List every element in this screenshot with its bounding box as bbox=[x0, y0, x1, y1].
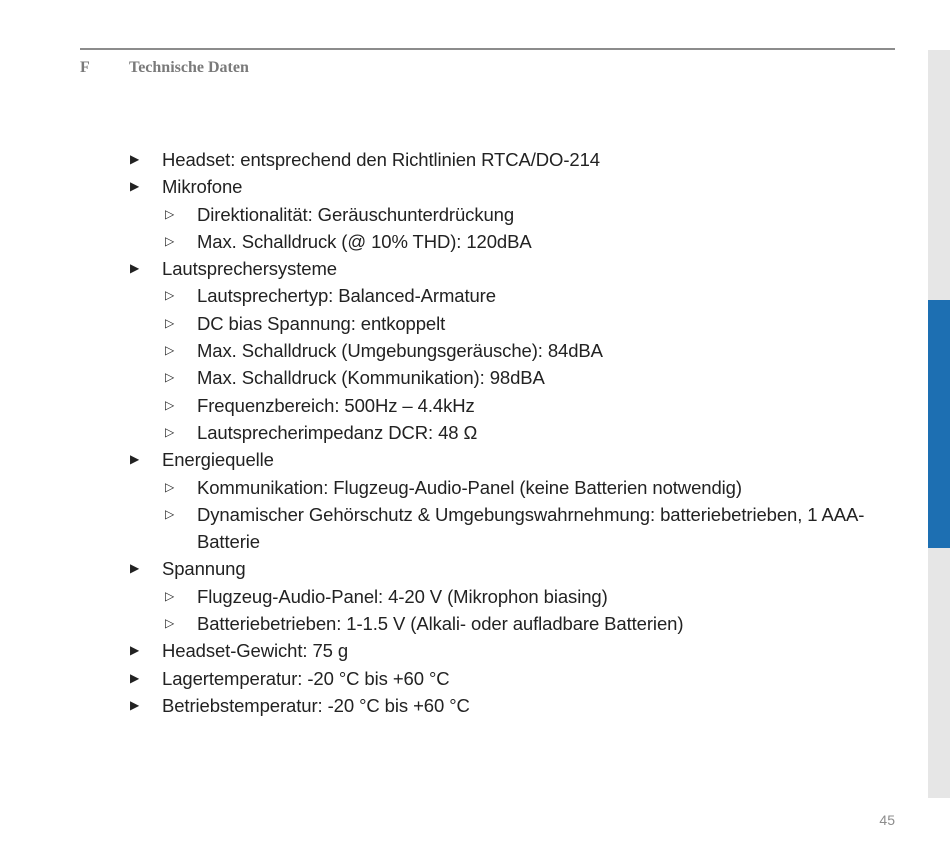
outline-triangle-bullet-icon: ▷ bbox=[165, 288, 175, 303]
filled-triangle-bullet-icon: ▶ bbox=[130, 670, 140, 685]
spec-text: Lagertemperatur: -20 °C bis +60 °C bbox=[162, 667, 450, 689]
spec-text: Lautsprecherimpedanz DCR: 48 Ω bbox=[197, 421, 478, 443]
outline-triangle-bullet-icon: ▷ bbox=[165, 370, 175, 385]
outline-triangle-bullet-icon: ▷ bbox=[165, 588, 175, 603]
outline-triangle-bullet-icon: ▷ bbox=[165, 233, 175, 248]
spec-item bbox=[130, 637, 877, 664]
outline-triangle-bullet-icon: ▷ bbox=[165, 397, 175, 412]
outline-triangle-bullet-icon: ▷ bbox=[165, 479, 175, 494]
spec-text: Batteriebetrieben: 1-1.5 V (Alkali- oder aufladbare Batterien) bbox=[197, 613, 684, 635]
spec-text: DC bias Spannung: entkoppelt bbox=[197, 312, 446, 334]
page-number: 45 bbox=[879, 812, 895, 828]
spec-text: Kommunikation: Flugzeug-Audio-Panel (keine Batterien notwendig) bbox=[197, 476, 742, 498]
spec-item bbox=[130, 692, 877, 719]
filled-triangle-bullet-icon: ▶ bbox=[130, 261, 140, 276]
spec-item bbox=[130, 146, 877, 173]
filled-triangle-bullet-icon: ▶ bbox=[130, 643, 140, 658]
spec-text: Headset-Gewicht: 75 g bbox=[162, 640, 349, 662]
outline-triangle-bullet-icon: ▷ bbox=[165, 315, 175, 330]
spec-text: Direktionalität: Geräuschunterdrückung bbox=[197, 203, 515, 225]
section-title: Technische Daten bbox=[129, 59, 249, 76]
page-header bbox=[80, 57, 249, 79]
spec-text: Betriebstemperatur: -20 °C bis +60 °C bbox=[162, 694, 470, 716]
spec-subitem bbox=[130, 501, 877, 556]
outline-triangle-bullet-icon: ▷ bbox=[165, 424, 175, 439]
spec-subitem bbox=[130, 583, 877, 610]
outline-triangle-bullet-icon: ▷ bbox=[165, 343, 175, 358]
spec-subitem bbox=[130, 419, 877, 446]
spec-item bbox=[130, 173, 877, 200]
spec-text: Lautsprechersysteme bbox=[162, 258, 337, 280]
spec-text: Flugzeug-Audio-Panel: 4-20 V (Mikrophon biasing) bbox=[197, 585, 608, 607]
spec-subitem bbox=[130, 610, 877, 637]
spec-text: Energiequelle bbox=[162, 449, 274, 471]
spec-subitem bbox=[130, 282, 877, 309]
spec-text: Frequenzbereich: 500Hz – 4.4kHz bbox=[197, 394, 475, 416]
spec-text: Max. Schalldruck (Kommunikation): 98dBA bbox=[197, 367, 545, 389]
filled-triangle-bullet-icon: ▶ bbox=[130, 561, 140, 576]
outline-triangle-bullet-icon: ▷ bbox=[165, 206, 175, 221]
outline-triangle-bullet-icon: ▷ bbox=[165, 616, 175, 631]
spec-text: Lautsprechertyp: Balanced-Armature bbox=[197, 285, 496, 307]
chapter-tab-marker bbox=[928, 300, 950, 548]
spec-text: Mikrofone bbox=[162, 176, 243, 198]
spec-subitem bbox=[130, 392, 877, 419]
filled-triangle-bullet-icon: ▶ bbox=[130, 152, 140, 166]
outline-triangle-bullet-icon: ▷ bbox=[165, 506, 175, 521]
spec-subitem bbox=[130, 364, 877, 391]
spec-subitem bbox=[130, 337, 877, 364]
spec-item bbox=[130, 555, 877, 582]
spec-text: Max. Schalldruck (Umgebungsgeräusche): 84dBA bbox=[197, 340, 603, 362]
filled-triangle-bullet-icon: ▶ bbox=[130, 697, 140, 712]
spec-text: Spannung bbox=[162, 558, 246, 580]
spec-text: Dynamischer Gehörschutz & Umgebungswahrnehmung: batteriebetrieben, 1 AAA-Batterie bbox=[197, 503, 865, 553]
spec-subitem bbox=[130, 228, 877, 255]
spec-list bbox=[130, 146, 877, 719]
spec-item bbox=[130, 446, 877, 473]
spec-subitem bbox=[130, 474, 877, 501]
spec-subitem bbox=[130, 310, 877, 337]
filled-triangle-bullet-icon: ▶ bbox=[130, 452, 140, 467]
spec-text: Headset: entsprechend den Richtlinien RTCA/DO-214 bbox=[162, 149, 600, 170]
spec-item bbox=[130, 665, 877, 692]
spec-text: Max. Schalldruck (@ 10% THD): 120dBA bbox=[197, 230, 532, 252]
filled-triangle-bullet-icon: ▶ bbox=[130, 179, 140, 194]
section-letter: F bbox=[80, 59, 90, 76]
spec-subitem bbox=[130, 201, 877, 228]
spec-item bbox=[130, 255, 877, 282]
header-rule bbox=[80, 48, 895, 50]
